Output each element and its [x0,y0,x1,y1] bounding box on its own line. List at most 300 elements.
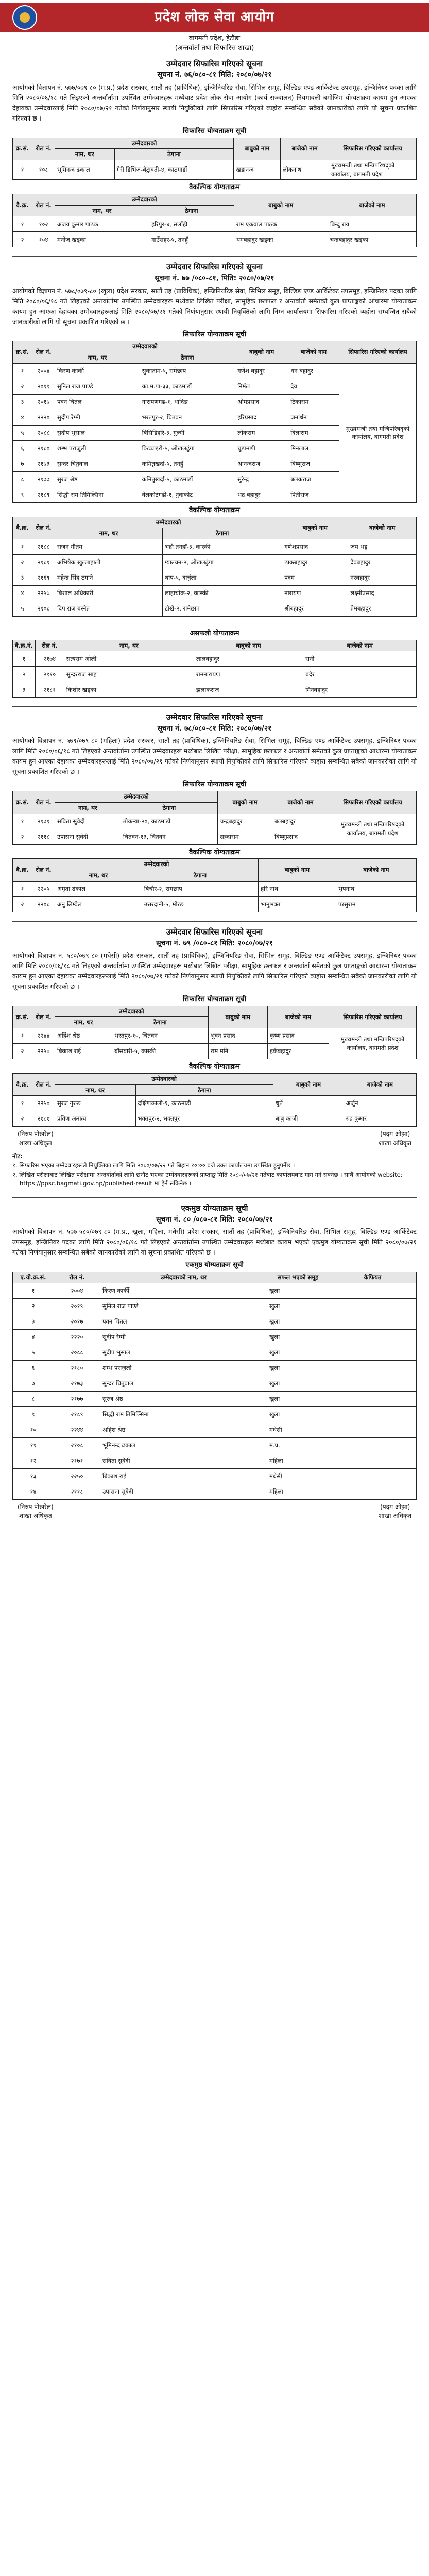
col-address: ठेगाना [135,1084,273,1096]
table-row [13,1298,417,1314]
col-rank: ए.यो.क्र.सं. [13,1272,54,1283]
table-cell: २२५० [32,1096,55,1111]
table-cell: २१८० [32,440,55,456]
table-cell: सुनिल राज पाण्डे [100,1298,267,1314]
table-cell: नारायणगढ-१, धादिङ [140,394,235,410]
table-cell: जनार्धन [288,410,339,425]
table-cell [329,1314,417,1329]
table-cell: का.म.पा-३३, काठमाडौं [140,379,235,394]
table-cell: महेन्द्र सिंह ठगाने [55,570,163,585]
signature-block [18,1503,411,1521]
table-cell: २०८८ [54,1345,100,1360]
table-row [13,1453,417,1468]
alternate-table-title: वैकल्पिक योग्यताक्रम [189,506,240,514]
col-address: ठेगाना [149,205,234,216]
table-row [13,585,417,601]
table-row [13,1111,417,1127]
col-sn: क्र.सं. [13,341,32,363]
col-seq: वै.क्र.नं. [13,640,36,651]
col-address: ठेगाना [162,528,282,539]
table-cell: किरण कार्की [100,1283,267,1298]
table-cell: नरबहादुर [348,570,417,585]
table-cell: २१८१ [32,554,55,570]
table-cell: भद्रौ तनहाँ-३, कास्की [162,539,282,554]
recommendation-table [12,1006,417,1059]
table-cell: आनन्दराज [235,456,288,471]
col-grandfather: बाजेको नाम [272,791,329,814]
col-roll: रोल नं. [32,341,55,363]
table-cell: सत्यराम ओली [64,651,194,667]
col-roll: रोल नं. [32,1073,55,1095]
col-name: नाम, थर [55,802,121,814]
office-cell: मुख्यमन्त्री तथा मन्त्रिपरिषद्को कार्यालय, बागमती प्रदेश [339,363,417,502]
notice-section-3 [12,712,417,912]
table-cell: २२२० [32,410,55,425]
recommendation-table [12,791,417,844]
col-roll: रोल नं. [32,859,55,881]
section-divider [12,921,417,922]
table-cell: २ [13,829,32,844]
table-cell: १ [13,1028,32,1044]
table-cell: २२४४ [32,1028,55,1044]
table-cell: खुला [267,1314,329,1329]
table-cell: बाँसबारी-५, कास्की [112,1044,209,1059]
note-item: १. सिफारिस भएका उम्मेदवारहरूले नियुक्तिका लागि मिति २०८०/०७/२२ गते बिहान १०:०० बजे उक्त कार्यालयमा उपस्थित हुनुपर्नेछ । [12,1161,295,1169]
table-cell: २२५७ [32,585,55,601]
table-cell: ३ [13,1314,54,1329]
col-name: नाम, थर [64,640,194,651]
table-row [13,1437,417,1453]
emblem-icon [12,5,37,30]
table-cell: सुन्दरराज साह [64,667,194,682]
table-cell: ३ [13,570,32,585]
col-grandfather: बाजेको नाम [348,517,417,539]
notice-section-1 [12,59,417,248]
col-father: बाबुको नाम [235,341,288,363]
table-cell: १०२ [32,216,55,232]
col-sn: क्र.सं. [13,1006,32,1028]
table-cell: महिला [267,1453,329,1468]
col-father: बाबुको नाम [273,1073,344,1095]
table-cell: थमबहादुर खड्का [234,232,328,247]
table-cell: मिनलाल [288,440,339,456]
table-row [13,160,417,179]
table-cell: २ [13,896,32,912]
table-cell: २ [13,232,32,247]
table-cell: २२२० [54,1329,100,1345]
notice-title: एकमुष्ठ योग्यताक्रम सूची [181,1204,248,1213]
table-cell: १ [13,363,32,379]
table-cell: टिकाराम [288,394,339,410]
col-father: बाबुको नाम [194,640,303,651]
table-cell: गाउँसहर-५, तनहुँ [149,232,234,247]
table-cell: मनोज खड्का [55,232,149,247]
notice-paragraph: आयोगको विज्ञापन नं. ५७८/०७९-८० (खुला) प्रदेश सरकार, सातौं तह (प्राविधिक), इन्जिनियरिङ सेवा, सिभिल समूह, बिल्डिङ एण्ड आर्किटेक्ट उपसमूह, इन्जिनियर पदका लागि मिति २०८०/०६/१८ गते लिइएको अन्तर्वार्तामा उपस्थित उम्मेदवारहरू मध्येबाट लिखित परीक्षा, सामूहिक छलफल र अन्तर्वार्ता समेतको कुल प्राप्ताङ्कको आधारमा योग्यताक्रम कायम हुन आएका देहायका उम्मेदवारहरूलाई मिति २०८०/०७/२१ गतेको निर्णयानुसार स्थायी नियुक्तिको लागि निम्न कार्यालयमा सिफारिस गरिएको व्यहोरा सम्बन्धित सबैको जानकारीको लागि यो सूचना प्रकाशित गरिएको छ । [12,286,417,326]
notice-paragraph: आयोगको विज्ञापन नं. ५८०/०७९-८० (मधेसी) प्रदेश सरकार, सातौं तह (प्राविधिक), इन्जिनियरिङ सेवा, सिभिल समूह, बिल्डिङ एण्ड आर्किटेक्ट उपसमूह, इन्जिनियर पदका लागि मिति २०८०/०६/१८ गते लिइएको अन्तर्वार्तामा उपस्थित उम्मेदवारहरू मध्येबाट लिखित परीक्षा, सामूहिक छलफल र अन्तर्वार्ता समेतको कुल प्राप्ताङ्कको आधारमा योग्यताक्रम कायम हुन आएका देहायका उम्मेदवारहरूलाई मिति २०८०/०७/२१ गतेको निर्णयानुसार स्थायी नियुक्तिको लागि सिफारिस गरिएको व्यहोरा सम्बन्धित सबैको जानकारीको लागि यो सूचना प्रकाशित गरिएको छ । [12,951,417,990]
table-cell: २२४४ [54,1422,100,1437]
table-cell: पदम [282,570,348,585]
commission-title: प्रदेश लोक सेवा आयोग [155,9,274,25]
col-name: उम्मेदवारको नाम, थर [100,1272,267,1283]
notes [12,1152,417,1189]
table-cell: भक्तपुर-२, भक्तपुर [135,1111,273,1127]
signatory-name: (निरुप पोखरेल) [18,1503,54,1511]
col-father: बाबुको नाम [259,859,336,881]
signatory-role: शाखा अधिकृत [379,1139,411,1147]
table-cell: १ [13,160,32,179]
table-cell: दिप राज बस्नेत [55,601,163,616]
table-cell: रामनारायण [194,667,303,682]
table-cell: १ [13,216,32,232]
table-cell: २१७७ [54,1391,100,1406]
table-cell: सिद्धी राम तिमिल्सिना [100,1406,267,1422]
table-cell: महिला [267,1484,329,1499]
col-grandfather: बाजेको नाम [303,640,417,651]
col-roll: रोल नं. [54,1272,100,1283]
table-cell: भरतपुर-२, चितवन [140,410,235,425]
table-cell: भानुभक्त [259,896,336,912]
table-cell: कृष्ण प्रसाद [267,1028,329,1044]
col-alt-sn: वै.क्र. [13,517,32,539]
signatory-name: (पदम ओझा) [380,1503,410,1511]
col-grandfather: बाजेको नाम [336,859,416,881]
table-cell [329,1345,417,1360]
table-cell: २११८ [54,1484,100,1499]
table-cell: २१७३ [54,1376,100,1391]
col-grandfather: बाजेको नाम [344,1073,416,1095]
col-office: सिफारिस गरिएको कार्यालय [339,341,417,363]
branch-line: (अन्तर्वार्ता तथा सिफारिस शाखा) [175,44,254,52]
table-cell: ७ [13,1376,54,1391]
table-cell: २११८ [32,829,55,844]
table-cell: पितीराज [288,487,339,502]
table-cell: किच्चाइरी-५, ओखलढुंगा [140,440,235,456]
table-cell: चन्द्रबहादुर खड्का [328,232,416,247]
table-cell: देव [288,379,339,394]
table-cell: बिशाल अधिकारी [55,585,163,601]
table-cell: धुर्ते [273,1096,344,1111]
table-cell: भद्र बहादुर [235,487,288,502]
table-row [13,1096,417,1111]
col-address: ठेगाना [114,149,234,160]
table-cell: गणेशप्रसाद [282,539,348,554]
notice-paragraph: आयोगको विज्ञापन नं. ५७७-५८०/०७९-८० (म.प्र., खुला, महिला, मधेसी) प्रदेश सरकार, सातौं तह (प्राविधिक), इन्जिनियरिङ सेवा, सिभिल समूह, बिल्डिङ एण्ड आर्किटेक्ट उपसमूह, इन्जिनियर पदका लागि मिति २०८०/०६/१८ गते लिइएको अन्तर्वार्तामा उपस्थित उम्मेदवारहरू मध्येबाट कायम भएको एकमुष्ठ योग्यताक्रम सूची मिति २०८०/०७/२१ गतेको निर्णयानुसार सम्बन्धित सबैको जानकारीको लागि यो सूचना प्रकाशित गरिएको छ । [12,1228,417,1257]
table-cell: ६ [13,1360,54,1376]
table-cell: रुद्र कुमार [344,1111,416,1127]
signature-right [379,1130,411,1148]
table-cell: हर्कबहादुर [267,1044,329,1059]
table-cell: ३ [13,394,32,410]
table-cell: देवबहादुर [348,554,417,570]
table-cell: अनु लिम्बेल [55,896,142,912]
col-name: नाम, थर [55,1084,136,1096]
table-cell: २२५० [32,1044,55,1059]
signature-right [379,1503,411,1521]
notice-title: उम्मेदवार सिफारिस गरिएको सूचना [166,59,263,69]
table-cell: प्रेमबहादुर [348,601,417,616]
table-cell: चन्द्रबहादुर [217,814,272,829]
table-cell: टोखे-२, रामेछाप [162,601,282,616]
table-row [13,539,417,554]
table-cell: १ [13,1096,32,1111]
alternate-table-title: वैकल्पिक योग्यताक्रम [189,183,240,192]
col-address: ठेगाना [142,870,258,882]
col-grandfather: बाजेको नाम [281,138,329,160]
col-alt-sn: वै.क्र. [13,1073,32,1095]
table-cell [329,1484,417,1499]
table-cell: निर्मल [235,379,288,394]
signatory-name: (निरुप पोखरेल) [18,1130,54,1138]
notice-section-4 [12,927,417,1127]
table-cell: लोकनाथ [281,160,329,179]
table-cell: २ [13,1044,32,1059]
alternate-table [12,194,417,247]
table-cell: खुला [267,1329,329,1345]
section-divider [12,706,417,707]
note-item: २. लिखित परीक्षाबाट लिखित परीक्षामा अन्तर्वार्ताको लागि छनौट भएका उम्मेदवारहरूको प्राप्ताङ्क मिति २०८०/०७/२१ गतेबाट कार्यालयबाट माग गर्न सक्नेछ । साथै आयोगको website: https://ppsc.bagmati.gov.np/published-result मा हेर्न सकिनेछ । [12,1171,403,1188]
table-cell: शम्भ पराजुली [100,1360,267,1376]
table-cell: सुन्दर चितुवाल [100,1376,267,1391]
table-cell: झलाकराज [194,682,303,698]
table-cell: शम्भ पराजुली [55,440,140,456]
table-cell: ४ [13,585,32,601]
table-cell: सुरज श्रेष्ठ [55,471,140,487]
col-father: बाबुको नाम [234,194,328,216]
table-cell [329,1360,417,1376]
table-cell: अर्जुन [344,1096,416,1111]
table-cell: धन बहादुर [288,363,339,379]
table-cell: भूमिनन्द ढकाल [100,1437,267,1453]
table-cell: १ [13,881,32,896]
table-cell: २०१७ [54,1314,100,1329]
signature-block [18,1130,411,1148]
table-cell: दिलाराम [288,425,339,440]
alternate-table [12,1073,417,1127]
table-cell: वेलकोटगढी-१, नुवाकोट [140,487,235,502]
signatory-role: शाखा अधिकृत [19,1512,52,1520]
table-cell: परसुराम [336,896,416,912]
table-cell: कमितुखर्दा-५, तनहुँ [140,456,235,471]
table-row [13,1376,417,1391]
table-cell: खडानन्द [234,160,281,179]
table-row [13,554,417,570]
table-cell: बिष्णुराज [288,456,339,471]
table-cell: खुला [267,1406,329,1422]
table-cell: मधेसी [267,1422,329,1437]
table-cell: ९ [13,1406,54,1422]
table-cell: २१८९ [32,487,55,502]
table-cell: बिन्दु राय [328,216,416,232]
table-row [13,232,417,247]
table-cell: किशोर खड्का [64,682,194,698]
alternate-table-title: वैकल्पिक योग्यताक्रम [189,848,240,856]
table-cell: २ [13,379,32,394]
table-cell: लालबहादुर [194,651,303,667]
table-cell: राम एकवाल पाठक [234,216,328,232]
table-cell: राम मनि [208,1044,267,1059]
signatory-name: (पदम ओझा) [380,1130,410,1138]
col-office: सिफारिस गरिएको कार्यालय [329,138,417,160]
alternate-table [12,858,417,912]
table-cell: २१८९ [54,1406,100,1422]
section-divider [12,256,417,257]
table-cell: खुला [267,1360,329,1376]
table-cell: मिनबहादुर [303,682,417,698]
table-cell [329,1406,417,1422]
table-cell: उपासना सुवेदी [100,1484,267,1499]
col-remark: कैफियत [329,1272,417,1283]
table-cell [329,1437,417,1453]
province-line: बागमती प्रदेश, हेटौंडा [188,35,241,42]
table-cell: सुन्दर चितुवाल [55,456,140,471]
table-cell: लाहाचोक-२, कास्की [162,585,282,601]
table-cell: सविता सुवेदी [100,1453,267,1468]
fail-table-title: असफली योग्यताक्रम [190,629,239,637]
office-cell: मुख्यमन्त्री तथा मन्त्रिपरिषद्को कार्यालय, बागमती प्रदेश [329,814,417,844]
col-sn: क्र.सं. [13,791,32,814]
table-cell: ४ [13,410,32,425]
col-roll: रोल नं. [32,138,55,160]
table-cell: ४ [13,1329,54,1345]
table-row [13,1314,417,1329]
col-candidate: उम्मेदवारको [55,791,218,803]
table-cell: २१७१ [54,1453,100,1468]
table-cell: १ [13,814,32,829]
table-title: एकमुष्ठ योग्यताक्रम सूची [185,1261,244,1269]
notice-section-2 [12,262,417,698]
table-cell: अहिंश श्रेष्ठ [100,1422,267,1437]
table-cell: सुरज गुरुङ [55,1096,136,1111]
table-cell: बिचौर-२, रामछाप [142,881,258,896]
table-cell: १०८ [32,160,55,179]
section-divider [12,1197,417,1198]
notice-title: उम्मेदवार सिफारिस गरिएको सूचना [166,927,263,937]
table-row [13,814,417,829]
col-roll: रोल नं. [32,791,55,814]
table-cell: लोकराम [235,425,288,440]
table-row [13,1406,417,1422]
table-cell [329,1391,417,1406]
table-cell: २१८१ [32,1111,55,1127]
col-group: सफल भएको समूह [267,1272,329,1283]
table-cell: २००४ [32,363,55,379]
table-cell: लक्ष्मीप्रसाद [348,585,417,601]
table-cell: प्रविण अमात्य [55,1111,136,1127]
table-cell: १ [13,651,36,667]
table-cell: सह्दाराम [217,829,272,844]
col-father: बाबुको नाम [282,517,348,539]
table-cell: २१७३ [32,456,55,471]
col-name: नाम, थर [55,1017,112,1028]
table-row [13,1345,417,1360]
col-alt-sn: वै.क्र. [13,859,32,881]
table-row [13,1283,417,1298]
table-cell: ६ [13,440,32,456]
table-cell: ओमप्रसाद [235,394,288,410]
table-row [13,1028,417,1044]
table-row [13,896,417,912]
signature-left [18,1130,54,1148]
table-cell: गणेश बहादुर [235,363,288,379]
table-cell: गैरी डिभिज-बेट्रावती-४, काठमाडौं [114,160,234,179]
table-cell: जय भट्ट [348,539,417,554]
table-cell: २ [13,1298,54,1314]
col-name: नाम, थर [55,528,163,539]
col-grandfather: बाजेको नाम [267,1006,329,1028]
table-cell: ५ [13,601,32,616]
col-address: ठेगाना [121,802,217,814]
table-cell [329,1468,417,1484]
table-cell [329,1283,417,1298]
col-sn: क्र.सं. [13,138,32,160]
col-roll: रोल नं. [32,194,55,216]
notice-title: उम्मेदवार सिफारिस गरिएको सूचना [166,262,263,272]
table-cell: हरिप्रसाद [235,410,288,425]
table-cell: २ [13,1111,32,1127]
table-cell: सुदीप भुसाल [100,1345,267,1360]
table-cell: उत्तरदानी-५, मोरङ [142,896,258,912]
table-cell: सिद्धी राम तिमिल्सिना [55,487,140,502]
table-cell: २१७४ [35,651,64,667]
notice-section-5 [12,1203,417,1500]
table-cell: अमृता ढकाल [55,881,142,896]
table-cell: ९ [13,487,32,502]
table-cell: ११ [13,1437,54,1453]
table-cell: सुरज श्रेष्ठ [100,1391,267,1406]
signatory-role: शाखा अधिकृत [379,1512,411,1520]
col-candidate: उम्मेदवारको [55,1006,209,1017]
notice-number: सूचना नं. ७७ /०८०-८१, मिति: २०८०/०७/२१ [155,274,274,283]
col-alt-sn: वै.क्र. [13,194,32,216]
table-title: सिफारिस योग्यताक्रम सूची [182,995,247,1003]
table-cell: नारायण [282,585,348,601]
table-cell: राजन गौतम [55,539,163,554]
table-cell: १४ [13,1484,54,1499]
col-name: नाम, थर [55,352,140,364]
col-office: सिफारिस गरिएको कार्यालय [329,1006,417,1028]
table-cell: बदेर [303,667,417,682]
table-cell: पवन चितल [55,394,140,410]
table-cell: खुला [267,1283,329,1298]
col-address: ठेगाना [140,352,235,364]
notes-title: नोट: [12,1153,23,1160]
table-cell: म.प्र. [267,1437,329,1453]
table-cell: २०१७ [32,394,55,410]
table-cell: ८ [13,471,32,487]
table-cell: खुला [267,1376,329,1391]
table-row [13,667,417,682]
table-row [13,1484,417,1499]
table-row [13,216,417,232]
table-cell: २०८८ [32,425,55,440]
col-grandfather: बाजेको नाम [288,341,339,363]
table-cell: हरिपुर-४, सर्लाही [149,216,234,232]
table-cell: १३ [13,1468,54,1484]
table-cell: ७ [13,456,32,471]
table-cell: चितवन-१३, चितवन [121,829,217,844]
table-cell: सुदीप रेग्मी [100,1329,267,1345]
table-cell: अभिषेक खुल्लाहाली [55,554,163,570]
table-cell: ५ [13,425,32,440]
table-cell: २१८० [54,1360,100,1376]
table-cell: कमितुखर्दा-५, काठमाडौं [140,471,235,487]
table-cell: बलकराज [288,471,339,487]
table-title: सिफारिस योग्यताक्रम सूची [182,127,247,135]
col-address: ठेगाना [112,1017,209,1028]
col-candidate: उम्मेदवारको [55,138,234,149]
combined-merit-table [12,1272,417,1500]
table-cell: खुला [267,1298,329,1314]
